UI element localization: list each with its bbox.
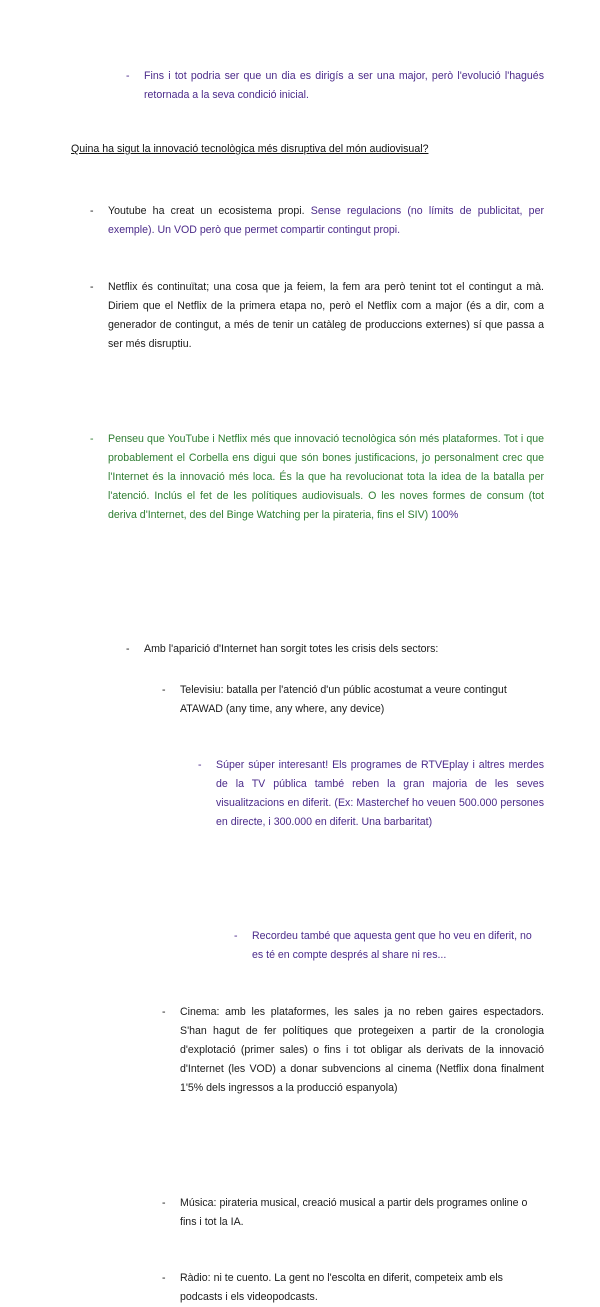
platforms-text: Penseu que YouTube i Netflix més que innovació tecnològica són més plataformes. Tot i que probablement el Corbella ens digui que són bones justificacions, jo personalment crec que l'Internet és la innovació més loca. És la que ha revolucionat tota la idea de la batalla per l'atenció. Inclús el fet de les polítiques audiovisuals. O les noves formes de consum (tot deriva d'Internet, des del Binge Watching per la pirateria, fins el SIV) <box>108 433 544 521</box>
percent-note: 100% <box>431 509 459 521</box>
cinema-list-item <box>162 1003 544 1098</box>
internet-text: Amb l'aparició d'Internet han sorgit totes les crisis dels sectors: <box>144 643 439 655</box>
rtve-list-item <box>198 756 544 832</box>
radio-list-item <box>162 1269 544 1307</box>
intro-list-item <box>126 67 544 105</box>
tv-text: Televisiu: batalla per l'atenció d'un públic acostumat a veure contingut ATAWAD (any time, any where, any device) <box>180 684 507 715</box>
music-list-item <box>162 1194 544 1232</box>
list-marker: - <box>234 930 238 942</box>
list-marker: - <box>198 759 202 771</box>
list-marker: - <box>162 1006 166 1018</box>
list-marker: - <box>162 684 166 696</box>
share-text: Recordeu també que aquesta gent que ho veu en diferit, no es té en compte després al share ni res... <box>252 930 532 961</box>
rtve-text: Súper súper interesant! Els programes de RTVEplay i altres merdes de la TV pública també reben la gran majoria de les seves visualitzacions en diferit. (Ex: Masterchef ho veuen 500.000 persones en directe, i 300.000 en diferit. Una barbaritat) <box>216 759 544 828</box>
list-marker: - <box>126 643 130 655</box>
netflix-text: Netflix és continuïtat; una cosa que ja feiem, la fem ara però tenint tot el contingut a mà. Diriem que el Netflix de la primera etapa no, però el Netflix com a major (és a dir, com a generador de contingut, a més de tenir un catàleg de produccions externes) sí que passa a ser més disruptiu. <box>108 281 544 350</box>
platforms-list-item <box>90 430 544 525</box>
youtube-note: Sense regulacions (no límits de publicitat, per exemple). Un VOD però que permet compartir contingut propi. <box>108 205 544 236</box>
list-marker: - <box>90 433 94 445</box>
youtube-text: Youtube ha creat un ecosistema propi. <box>108 205 311 217</box>
youtube-list-item <box>90 202 544 240</box>
radio-text: Ràdio: ni te cuento. La gent no l'escolta en diferit, competeix amb els podcasts i els videopodcasts. <box>180 1272 503 1303</box>
music-text: Música: pirateria musical, creació musical a partir dels programes online o fins i tot la IA. <box>180 1197 528 1228</box>
list-marker: - <box>162 1272 166 1284</box>
list-marker: - <box>90 205 94 217</box>
list-marker: - <box>90 281 94 293</box>
list-marker: - <box>162 1197 166 1209</box>
list-marker: - <box>126 70 130 82</box>
intro-item-text: Fins i tot podria ser que un dia es dirigís a ser una major, però l'evolució l'hagués retornada a la seva condició inicial. <box>144 70 544 101</box>
cinema-text: Cinema: amb les plataformes, les sales ja no reben gaires espectadors. S'han hagut de fer polítiques que protegeixen a partir de la cronologia d'explotació (primer sales) o fins i tot obligar als derivats de la innovació d'Internet (les VOD) a donar subvencions al cinema (Netflix dona finalment 1'5% dels ingressos a la producció espanyola) <box>180 1006 544 1094</box>
section-heading: Quina ha sigut la innovació tecnològica més disruptiva del món audiovisual? <box>71 143 429 155</box>
tv-list-item <box>162 681 544 719</box>
internet-list-item <box>126 640 544 659</box>
share-list-item <box>234 927 544 965</box>
netflix-list-item <box>90 278 544 354</box>
